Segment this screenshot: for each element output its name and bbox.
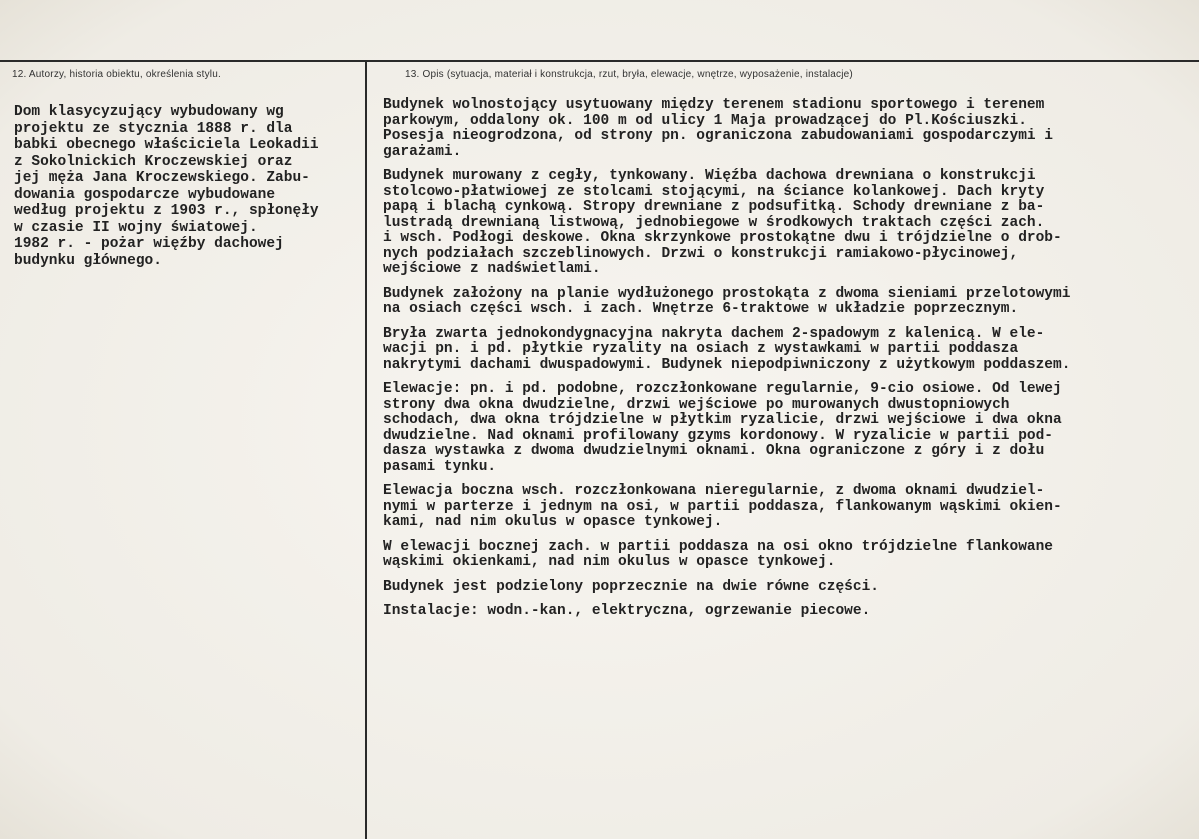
description-line: Bryła zwarta jednokondygnacyjna nakryta dachem 2-spadowym z kalenicą. W ele- — [383, 325, 1045, 342]
history-text — [14, 104, 359, 269]
description-line: wąskimi okienkami, nad nim okulus w opasce tynkowej. — [383, 554, 836, 570]
description-paragraph-east-elevation — [383, 484, 1163, 531]
description-line: Elewacje: pn. i pd. podobne, rozczłonkowane regularnie, 9-cio osiowe. Od lewej — [383, 381, 1062, 397]
description-line: garażami. — [383, 143, 462, 160]
column-divider — [365, 60, 367, 839]
description-line: Instalacje: wodn.-kan., elektryczna, ogrzewanie piecowe. — [383, 603, 871, 619]
description-paragraph-west-elevation — [383, 540, 1163, 571]
section-12-heading: 12. Autorzy, historia obiektu, określenia stylu. — [12, 69, 221, 80]
description-line: papą i blachą cynkową. Stropy drewniane z podsufitką. Schody drewniane z ba- — [383, 199, 1045, 215]
description-line: wejściowe z nadświetlami. — [383, 261, 601, 277]
description-line: Budynek jest podzielony poprzecznie na dwie równe części. — [383, 578, 879, 595]
description-line: Budynek murowany z cegły, tynkowany. Więźba dachowa drewniana o konstrukcji — [383, 168, 1036, 184]
history-line: z Sokolnickich Kroczewskiej oraz — [14, 153, 293, 170]
description-paragraph-location — [383, 98, 1163, 160]
history-line: projektu ze stycznia 1888 r. dla — [14, 120, 293, 137]
description-paragraph-division — [383, 580, 1163, 596]
description-line: pasami tynku. — [383, 458, 497, 475]
description-line: kami, nad nim okulus w opasce tynkowej. — [383, 514, 723, 530]
description-line: lustradą drewnianą listwową, jednobiegowe w środkowych traktach części zach. — [383, 214, 1045, 231]
description-line: Posesja nieogrodzona, od strony pn. ograniczona zabudowaniami gospodarczymi i — [383, 128, 1054, 144]
description-paragraph-construction — [383, 169, 1163, 278]
history-line: dowania gospodarcze wybudowane — [14, 186, 276, 203]
description-line: nymi w parterze i jednym na osi, w partii poddasza, flankowanym wąskimi okien- — [383, 498, 1062, 515]
description-line: stolcowo-płatwiowej ze stolcami stojącymi, na ściance kolankowej. Dach kryty — [383, 183, 1045, 200]
description-line: Budynek założony na planie wydłużonego prostokąta z dwoma sieniami przelotowymi — [383, 285, 1071, 302]
history-line: w czasie II wojny światowej. — [14, 219, 258, 236]
description-line: Elewacja boczna wsch. rozczłonkowana nieregularnie, z dwoma oknami dwudziel- — [383, 483, 1045, 499]
description-text — [383, 98, 1163, 629]
description-line: i wsch. Podłogi deskowe. Okna skrzynkowe prostokątne dwu i trójdzielne o drob- — [383, 230, 1062, 246]
description-paragraph-plan — [383, 287, 1163, 318]
description-line: parkowym, oddalony ok. 100 m od ulicy 1 Maja prowadzącej do Pl.Kościuszki. — [383, 112, 1027, 129]
description-paragraph-elevations — [383, 382, 1163, 475]
description-line: na osiach części wsch. i zach. Wnętrze 6-traktowe w układzie poprzecznym. — [383, 301, 1019, 317]
description-paragraph-installations — [383, 604, 1163, 620]
description-line: schodach, dwa okna trójdzielne w płytkim ryzalicie, drzwi wejściowe i dwa okna — [383, 412, 1062, 428]
description-line: Budynek wolnostojący usytuowany między terenem stadionu sportowego i terenem — [383, 97, 1045, 113]
description-line: dasza wystawka z dwoma dwudzielnymi oknami. Okna ograniczone z góry i z dołu — [383, 443, 1045, 459]
description-paragraph-mass — [383, 327, 1163, 374]
history-line: według projektu z 1903 r., spłonęły — [14, 203, 319, 219]
description-line: wacji pn. i pd. płytkie ryzality na osiach z wystawkami w partii poddasza — [383, 341, 1019, 357]
history-line: jej męża Jana Kroczewskiego. Zabu- — [14, 170, 310, 186]
section-13-heading: 13. Opis (sytuacja, materiał i konstrukcja, rzut, bryła, elewacje, wnętrze, wyposażenie, instalacje) — [405, 69, 853, 80]
description-line: W elewacji bocznej zach. w partii poddasza na osi okno trójdzielne flankowane — [383, 538, 1054, 555]
description-line: nakrytymi dachami dwuspadowymi. Budynek niepodpiwniczony z użytkowym poddaszem. — [383, 356, 1071, 373]
history-line: babki obecnego właściciela Leokadii — [14, 137, 319, 153]
top-rule — [0, 60, 1199, 62]
history-line: Dom klasycyzujący wybudowany wg — [14, 104, 284, 120]
description-line: dwudzielne. Nad oknami profilowany gzyms kordonowy. W ryzalicie w partii pod- — [383, 427, 1054, 444]
description-line: strony dwa okna dwudzielne, drzwi wejściowe po murowanych dwustopniowych — [383, 396, 1010, 413]
history-line: budynku głównego. — [14, 252, 162, 269]
description-line: nych podziałach szczeblinowych. Drzwi o konstrukcji ramiakowo-płycinowej, — [383, 245, 1019, 262]
history-line: 1982 r. - pożar więźby dachowej — [14, 236, 284, 252]
